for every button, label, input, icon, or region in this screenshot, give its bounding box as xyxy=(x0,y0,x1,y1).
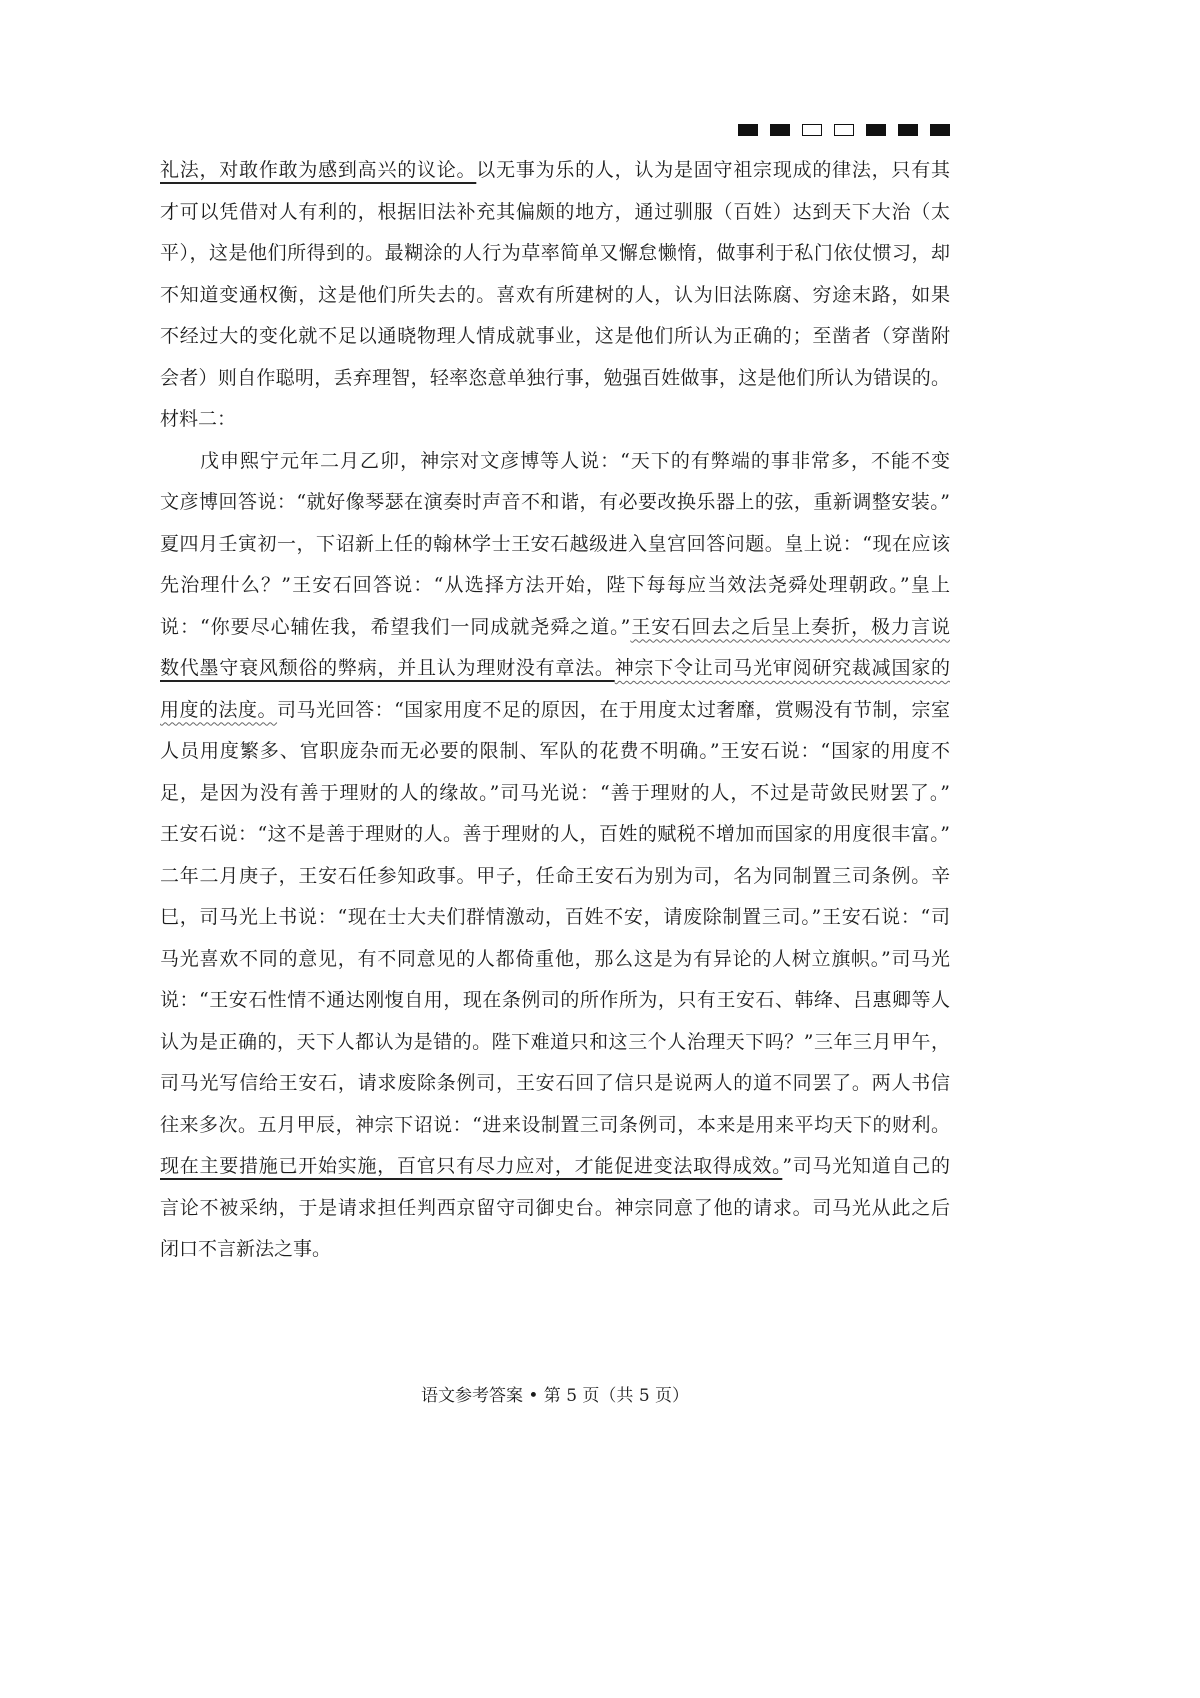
text-segment: 闭口不言新法之事。 xyxy=(160,1238,332,1260)
text-line xyxy=(160,565,950,607)
text-segment: 先治理什么？”王安石回答说：“从选择方法开始，陛下每每应当效法尧舜处理朝政。”皇上 xyxy=(160,574,950,596)
text-line xyxy=(160,233,950,275)
text-line xyxy=(160,856,950,898)
text-segment: ”司马光知道自己的 xyxy=(782,1155,950,1177)
text-line xyxy=(160,1105,950,1147)
underlined-phrase: 礼法，对敢作敢为感到高兴的议论。 xyxy=(160,159,477,181)
text-line xyxy=(160,1022,950,1064)
page-header-marks xyxy=(738,124,950,136)
text-segment: 戊申熙宁元年二月乙卯，神宗对文彦博等人说：“天下的有弊端的事非常多，不能不变 xyxy=(200,449,950,472)
text-line xyxy=(160,731,950,773)
text-line xyxy=(160,192,950,234)
text-segment: 人员用度繁多、官职庞杂而无必要的限制、军队的花费不明确。”王安石说：“国家的用度不 xyxy=(160,740,950,762)
header-mark-filled xyxy=(866,124,886,136)
text-line xyxy=(160,939,950,981)
text-segment: 不知道变通权衡，这是他们所失去的。喜欢有所建树的人，认为旧法陈腐、穷途末路，如果 xyxy=(160,283,950,306)
page-footer: 语文参考答案 • 第 5 页（共 5 页） xyxy=(420,1386,690,1406)
text-line xyxy=(160,1063,950,1105)
text-line xyxy=(160,275,950,317)
text-segment: 才可以凭借对人有利的，根据旧法补充其偏颇的地方，通过驯服（百姓）达到天下大治（太 xyxy=(160,200,950,223)
wavy-underlined-phrase: 用度的法度。 xyxy=(160,698,278,721)
text-segment: 马光喜欢不同的意见，有不同意见的人都倚重他，那么这是为有异论的人树立旗帜。”司马光 xyxy=(160,947,950,970)
text-line xyxy=(160,150,950,192)
text-line xyxy=(160,482,950,524)
text-line xyxy=(160,524,950,566)
section-heading xyxy=(160,399,950,441)
section-heading-text: 材料二： xyxy=(160,408,237,430)
text-segment: 二年二月庚子，王安石任参知政事。甲子，任命王安石为别为司，名为同制置三司条例。辛 xyxy=(160,864,950,887)
wavy-underlined-phrase: 神宗下令让司马光审阅研究裁减国家的 xyxy=(614,657,950,679)
header-mark-filled xyxy=(770,124,790,136)
text-segment: 文彦博回答说：“就好像琴瑟在演奏时声音不和谐，有必要改换乐器上的弦，重新调整安装。” xyxy=(160,491,950,513)
text-line xyxy=(160,1188,950,1230)
header-mark-filled xyxy=(738,124,758,136)
text-line xyxy=(160,1146,950,1188)
header-mark-filled xyxy=(898,124,918,136)
header-mark-filled xyxy=(930,124,950,136)
text-segment: 王安石说：“这不是善于理财的人。善于理财的人，百姓的赋税不增加而国家的用度很丰富。” xyxy=(160,823,950,845)
text-line xyxy=(160,897,950,939)
document-body xyxy=(160,150,950,1271)
text-line xyxy=(160,648,950,690)
text-segment: 平），这是他们所得到的。最糊涂的人行为草率简单又懈怠懒惰，做事利于私门依仗惯习，却 xyxy=(160,242,950,264)
text-line xyxy=(160,441,950,483)
text-segment: 不经过大的变化就不足以通晓物理人情成就事业，这是他们所认为正确的；至凿者（穿凿附 xyxy=(160,325,950,347)
text-segment: 说：“你要尽心辅佐我，希望我们一同成就尧舜之道。” xyxy=(160,615,631,638)
text-segment: 巳，司马光上书说：“现在士大夫们群情激动，百姓不安，请废除制置三司。”王安石说：“司 xyxy=(160,906,950,928)
header-mark-hollow xyxy=(834,124,854,136)
text-line xyxy=(160,358,950,400)
text-line xyxy=(160,980,950,1022)
text-segment: 认为是正确的，天下人都认为是错的。陛下难道只和这三个人治理天下吗？”三年三月甲午， xyxy=(160,1030,950,1053)
text-segment: 说：“王安石性情不通达刚愎自用，现在条例司的所作所为，只有王安石、韩绛、吕惠卿等人 xyxy=(160,989,950,1011)
text-line xyxy=(160,607,950,649)
wavy-underlined-phrase: 王安石回去之后呈上奏折，极力言说 xyxy=(630,615,950,638)
text-segment: 会者）则自作聪明，丢弃理智，轻率恣意单独行事，勉强百姓做事，这是他们所认为错误的。 xyxy=(160,366,950,389)
text-line xyxy=(160,1229,950,1271)
underlined-phrase: 数代墨守衰风颓俗的弊病，并且认为理财没有章法。 xyxy=(160,657,615,679)
text-line xyxy=(160,814,950,856)
text-segment: 夏四月壬寅初一，下诏新上任的翰林学士王安石越级进入皇宫回答问题。皇上说：“现在应该 xyxy=(160,532,950,555)
text-segment: 足，是因为没有善于理财的人的缘故。”司马光说：“善于理财的人，不过是苛敛民财罢了。” xyxy=(160,781,950,804)
text-segment: 以无事为乐的人，认为是固守祖宗现成的律法，只有其 xyxy=(476,159,950,181)
text-line xyxy=(160,690,950,732)
text-line xyxy=(160,316,950,358)
text-segment: 言论不被采纳，于是请求担任判西京留守司御史台。神宗同意了他的请求。司马光从此之后 xyxy=(160,1196,950,1219)
text-segment: 司马光写信给王安石，请求废除条例司，王安石回了信只是说两人的道不同罢了。两人书信 xyxy=(160,1072,950,1094)
text-line xyxy=(160,773,950,815)
header-mark-hollow xyxy=(802,124,822,136)
text-segment: 往来多次。五月甲辰，神宗下诏说：“进来设制置三司条例司，本来是用来平均天下的财利。 xyxy=(160,1113,950,1136)
underlined-phrase: 现在主要措施已开始实施，百官只有尽力应对，才能促进变法取得成效。 xyxy=(160,1155,783,1177)
text-segment: 司马光回答：“国家用度不足的原因，在于用度太过奢靡，赏赐没有节制，宗室 xyxy=(277,698,950,721)
